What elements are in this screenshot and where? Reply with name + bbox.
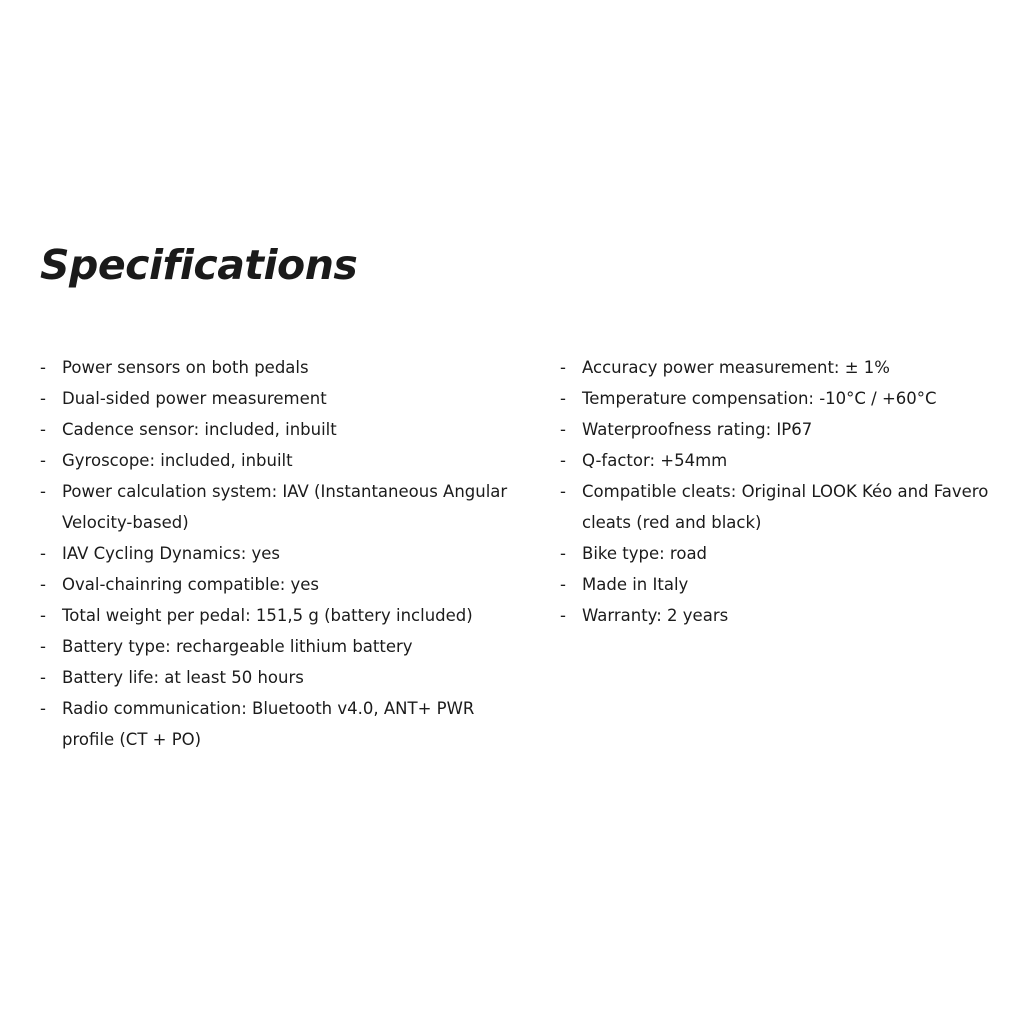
list-item-label: Waterproofness rating: IP67 xyxy=(582,420,813,439)
list-item-label: Bike type: road xyxy=(582,544,708,563)
list-item-label: Cadence sensor: included, inbuilt xyxy=(62,420,337,439)
list-item xyxy=(560,600,1000,631)
list-item-label: Warranty: 2 years xyxy=(582,606,729,625)
bullet-dash-icon: - xyxy=(560,575,566,594)
list-item-label: Made in Italy xyxy=(582,575,689,594)
bullet-dash-icon: - xyxy=(40,668,46,687)
bullet-dash-icon: - xyxy=(40,606,46,625)
list-item-label: Temperature compensation: -10°C / +60°C xyxy=(582,389,937,408)
list-item xyxy=(40,693,560,755)
list-item xyxy=(40,414,560,445)
list-item xyxy=(560,383,1000,414)
list-item xyxy=(40,383,560,414)
list-item xyxy=(560,352,1000,383)
list-item xyxy=(560,476,1000,538)
list-item xyxy=(40,352,560,383)
list-item-label: Radio communication: Bluetooth v4.0, ANT+ PWR profile (CT + PO) xyxy=(62,699,475,749)
list-item xyxy=(560,538,1000,569)
list-item-label: Power calculation system: IAV (Instantaneous Angular Velocity-based) xyxy=(62,482,508,532)
spec-list-right xyxy=(560,352,1000,631)
list-item xyxy=(560,445,1000,476)
list-item xyxy=(560,569,1000,600)
page-title: Specifications xyxy=(40,241,358,289)
bullet-dash-icon: - xyxy=(40,389,46,408)
bullet-dash-icon: - xyxy=(40,637,46,656)
list-item xyxy=(40,569,560,600)
bullet-dash-icon: - xyxy=(560,482,566,501)
list-item-label: Battery type: rechargeable lithium battery xyxy=(62,637,413,656)
specifications-columns xyxy=(40,352,1000,755)
spec-list-left xyxy=(40,352,560,755)
list-item-label: Total weight per pedal: 151,5 g (battery included) xyxy=(62,606,473,625)
list-item-label: Dual-sided power measurement xyxy=(62,389,327,408)
list-item-label: Power sensors on both pedals xyxy=(62,358,309,377)
bullet-dash-icon: - xyxy=(560,389,566,408)
list-item-label: Q-factor: +54mm xyxy=(582,451,728,470)
list-item xyxy=(40,662,560,693)
list-item-label: Compatible cleats: Original LOOK Kéo and Favero cleats (red and black) xyxy=(582,482,989,532)
bullet-dash-icon: - xyxy=(40,544,46,563)
bullet-dash-icon: - xyxy=(560,451,566,470)
list-item xyxy=(40,600,560,631)
specifications-column-left xyxy=(40,352,560,755)
list-item-label: Accuracy power measurement: ± 1% xyxy=(582,358,890,377)
bullet-dash-icon: - xyxy=(40,482,46,501)
bullet-dash-icon: - xyxy=(560,606,566,625)
bullet-dash-icon: - xyxy=(40,358,46,377)
list-item xyxy=(40,476,560,538)
list-item-label: Oval-chainring compatible: yes xyxy=(62,575,320,594)
list-item-label: Battery life: at least 50 hours xyxy=(62,668,304,687)
specifications-column-right xyxy=(560,352,1000,631)
list-item-label: Gyroscope: included, inbuilt xyxy=(62,451,293,470)
bullet-dash-icon: - xyxy=(560,358,566,377)
bullet-dash-icon: - xyxy=(40,451,46,470)
bullet-dash-icon: - xyxy=(40,420,46,439)
bullet-dash-icon: - xyxy=(560,544,566,563)
list-item xyxy=(40,538,560,569)
bullet-dash-icon: - xyxy=(40,575,46,594)
list-item xyxy=(40,631,560,662)
list-item xyxy=(560,414,1000,445)
list-item-label: IAV Cycling Dynamics: yes xyxy=(62,544,281,563)
bullet-dash-icon: - xyxy=(560,420,566,439)
list-item xyxy=(40,445,560,476)
bullet-dash-icon: - xyxy=(40,699,46,718)
